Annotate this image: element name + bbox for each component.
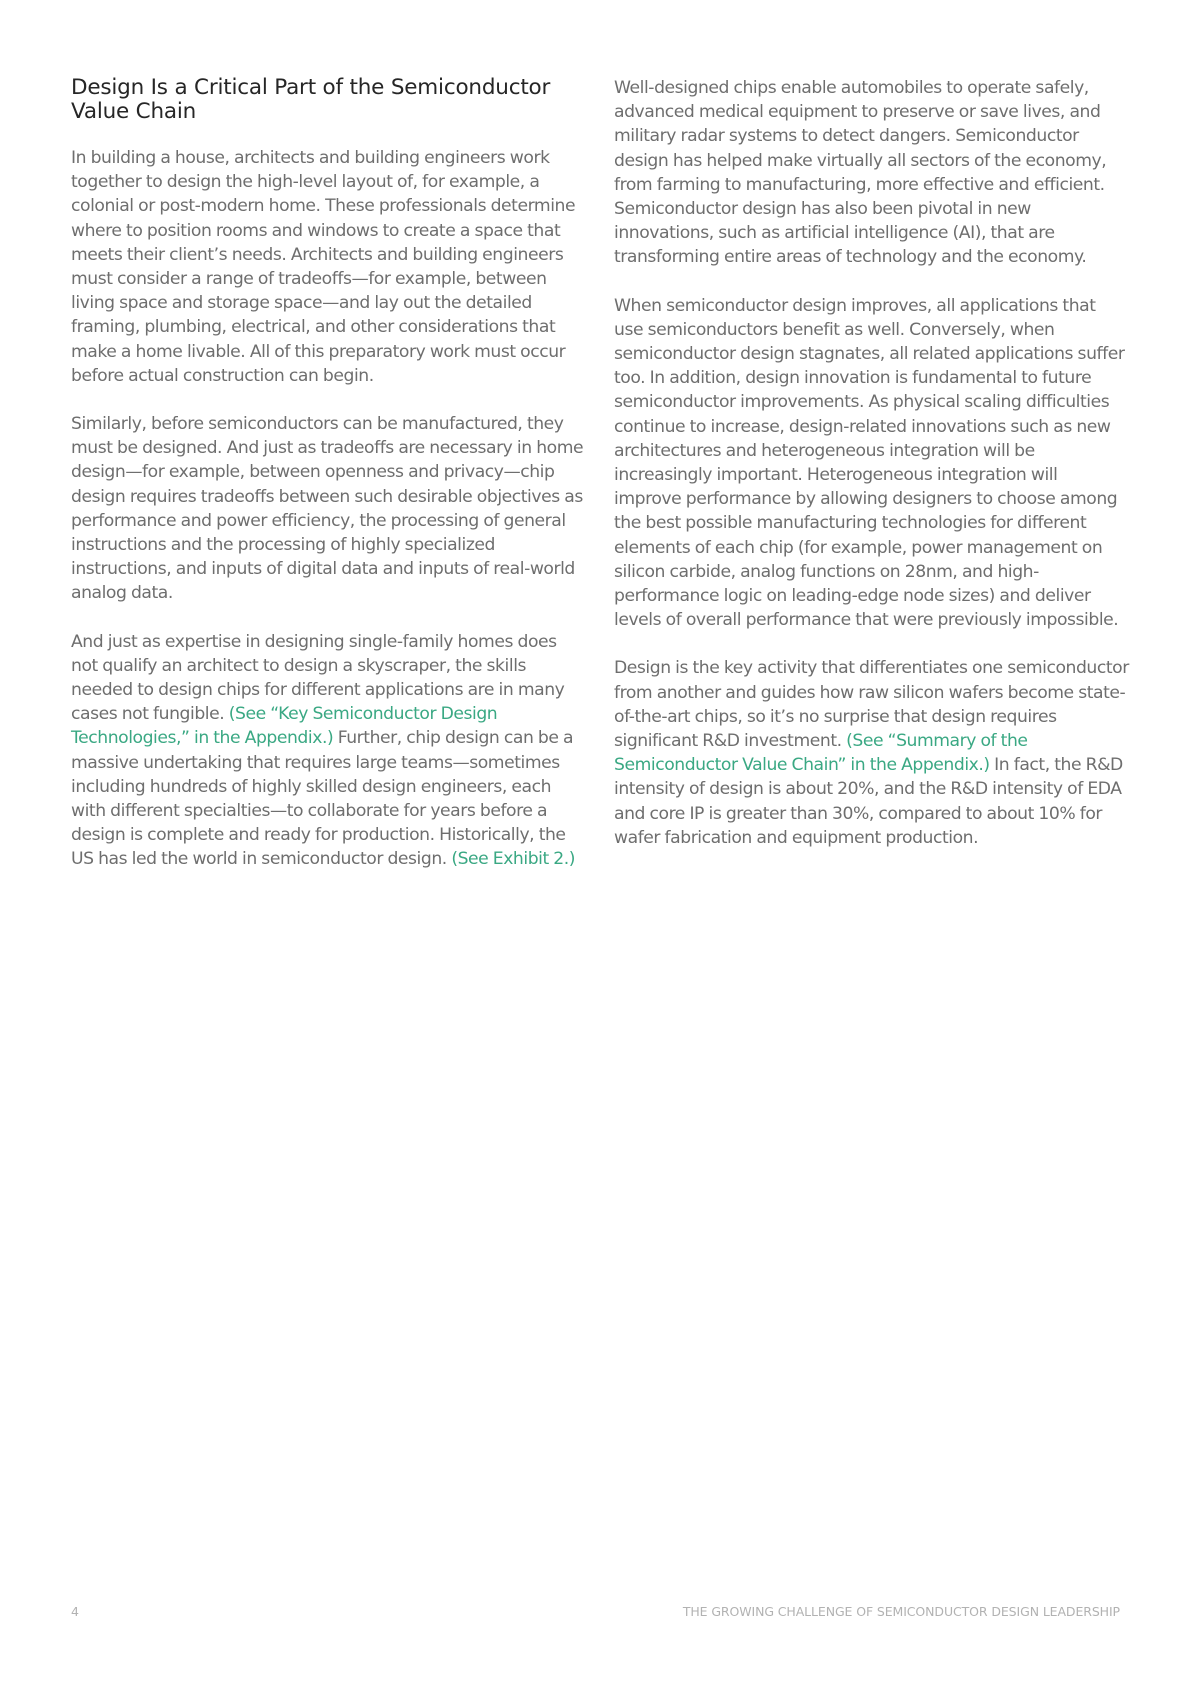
left-paragraph-2: Similarly, before semiconductors can be manufactured, they must be designed. And just as tradeoffs are necessary in home design—for example, between openness and privacy—chip design requires tradeoffs between such desirable objectives as performance and power efficiency, the processing of general instructions and the processing of highly specialized instructions, and inputs of digital data and inputs of real-world analog data. bbox=[71, 414, 584, 604]
page-number: 4 bbox=[71, 1604, 80, 1619]
right-paragraph-2: When semiconductor design improves, all applications that use semiconductors benefit as well. Conversely, when semiconductor design stagnates, all related applications suffer too. In addition, design innovation is fundamental to future semiconductor improvements. As physical scaling difficulties continue to increase, design-related innovations such as new architectures and heterogeneous integration will be increasingly important. Heterogeneous integration will improve performance by allowing designers to choose among the best possible manufacturing technologies for different elements of each chip (for example, power management on silicon carbide, analog functions on 28nm, and high-performance logic on leading-edge node sizes) and deliver levels of overall performance that were previously impossible. bbox=[614, 295, 1125, 631]
right-paragraph-3-text-start: Design is the key activity that differentiates one semiconductor from another and guides how raw silicon wafers become state-of-the-art chips, so it’s no surprise that design requires significant R&D investment. bbox=[614, 658, 1129, 752]
left-paragraph-3 bbox=[71, 630, 584, 872]
left-paragraph-3-text-start: And just as expertise in designing single-family homes does not qualify an architect to design a skyscraper, the skills needed to design chips for different applications are in many cases not fungible. bbox=[71, 631, 565, 725]
left-paragraph-3-text-middle: Further, chip design can be a massive undertaking that requires large teams—sometimes including hundreds of highly skilled design engineers, each with different specialties—to collaborate for years before a design is complete and ready for production. Historically, the US has led the world in semiconductor design. bbox=[71, 728, 574, 870]
left-column bbox=[71, 76, 584, 896]
left-paragraph-1: In building a house, architects and building engineers work together to design the high-level layout of, for example, a colonial or post-modern home. These professionals determine where to position rooms and windows to create a space that meets their client’s needs. Architects and building engineers must consider a range of tradeoffs—for example, between living space and storage space—and lay out the detailed framing, plumbing, electrical, and other considerations that make a home livable. All of this preparatory work must occur before actual construction can begin. bbox=[71, 148, 576, 386]
key-design-technologies-link[interactable]: (See “Key Semiconductor Design Technologies,” in the Appendix.) bbox=[71, 704, 498, 749]
exhibit-2-link[interactable]: (See Exhibit 2.) bbox=[451, 849, 576, 870]
section-heading: Design Is a Critical Part of the Semiconductor Value Chain bbox=[71, 75, 551, 124]
right-paragraph-3 bbox=[614, 656, 1129, 850]
right-paragraph-3-text-end: In fact, the R&D intensity of design is about 20%, and the R&D intensity of EDA and core IP is greater than 30%, compared to about 10% for wafer fabrication and equipment production. bbox=[614, 755, 1123, 848]
right-column bbox=[614, 76, 1129, 874]
footer-title: THE GROWING CHALLENGE OF SEMICONDUCTOR DESIGN LEADERSHIP bbox=[682, 1604, 1120, 1619]
value-chain-summary-link[interactable]: (See “Summary of the Semiconductor Value Chain” in the Appendix.) bbox=[614, 731, 1028, 776]
right-paragraph-1: Well-designed chips enable automobiles to operate safely, advanced medical equipment to preserve or save lives, and military radar systems to detect dangers. Semiconductor design has helped make virtually all sectors of the economy, from farming to manufacturing, more effective and efficient. Semiconductor design has also been pivotal in new innovations, such as artificial intelligence (AI), that are transforming entire areas of technology and the economy. bbox=[614, 78, 1107, 268]
